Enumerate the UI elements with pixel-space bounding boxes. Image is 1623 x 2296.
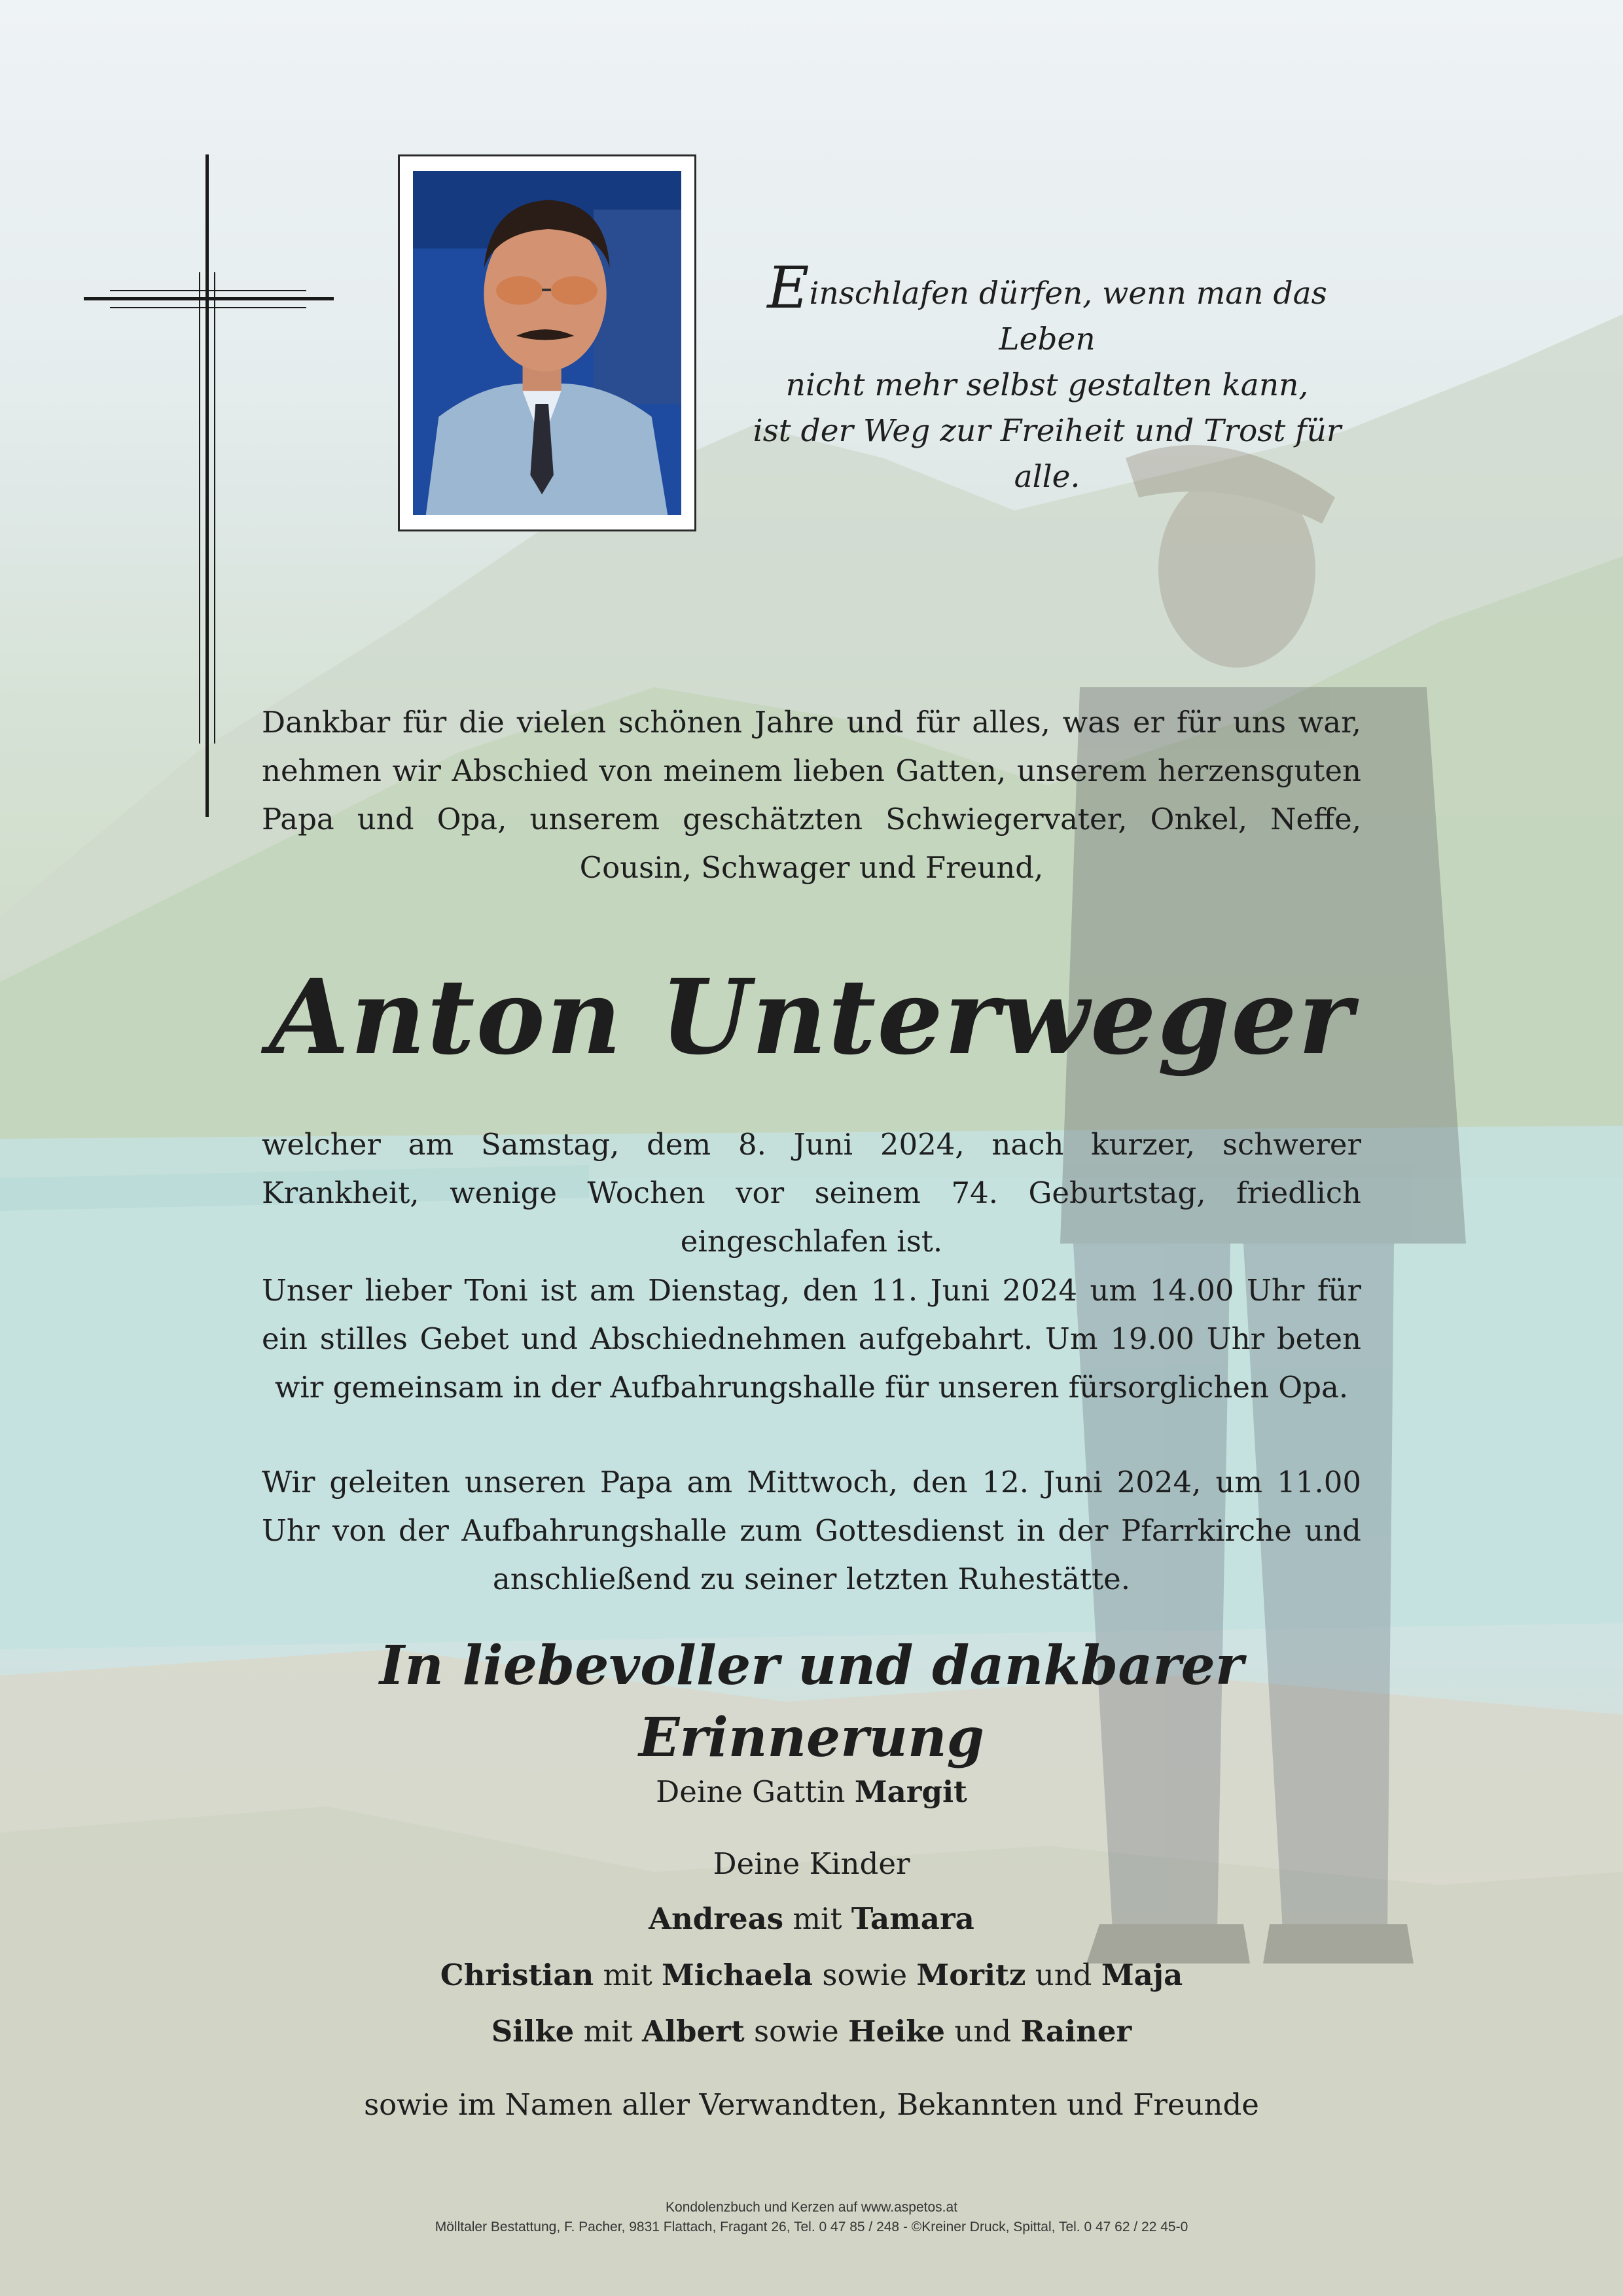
connector: mit (603, 1958, 652, 1992)
partner-name: Tamara (851, 1901, 974, 1936)
child-name: Christian (440, 1958, 594, 1992)
poem-line-1-text: inschlafen dürfen, wenn man das Leben (809, 276, 1327, 357)
wake-notice: Unser lieber Toni ist am Dienstag, den 11. Juni 2024 um 14.00 Uhr für ein stilles Gebet und Abschiednehmen aufgebahrt. Um 19.00 Uhr beten wir gemeinsam in der Aufbahrungshalle für unseren fürsorglichen Opa. (262, 1273, 1361, 1405)
partner-name: Michaela (661, 1958, 813, 1992)
portrait-frame (398, 154, 696, 531)
wife-label: Deine Gattin (656, 1774, 846, 1809)
poem (720, 254, 1374, 500)
connector: und (1035, 1958, 1092, 1992)
connector: mit (793, 1901, 842, 1936)
deceased-name: Anton Unterweger (269, 957, 1354, 1078)
poem-line-1 (720, 254, 1374, 363)
family-row-1 (262, 1899, 1361, 1939)
grandchild-name: Maja (1101, 1958, 1183, 1992)
wife-name: Margit (854, 1774, 967, 1809)
poem-line-2: nicht mehr selbst gestalten kann, (785, 367, 1309, 403)
funeral-notice: Wir geleiten unseren Papa am Mittwoch, den 12. Juni 2024, um 11.00 Uhr von der Aufbahrungshalle zum Gottesdienst in der Pfarrkirche und anschließend zu seiner letzten Ruhestätte. (262, 1465, 1361, 1596)
connector: sowie (822, 1958, 908, 1992)
family-closing: sowie im Namen aller Verwandten, Bekannten und Freunde (364, 2087, 1259, 2122)
grandchild-name: Rainer (1020, 2014, 1132, 2049)
poem-line-3: ist der Weg zur Freiheit und Trost für alle. (753, 413, 1342, 495)
death-notice: welcher am Samstag, dem 8. Juni 2024, nach kurzer, schwerer Krankheit, wenige Wochen vor seinem 74. Geburtstag, friedlich eingeschlafen ist. (262, 1127, 1361, 1259)
portrait-photo (413, 171, 681, 515)
connector: sowie (753, 2014, 839, 2049)
footer-line-1: Kondolenzbuch und Kerzen auf www.aspetos.at (666, 2200, 957, 2215)
child-name: Andreas (649, 1901, 784, 1936)
family-row-2 (262, 1956, 1361, 1995)
partner-name: Albert (642, 2014, 745, 2049)
family-wife (262, 1772, 1361, 1812)
family-row-3 (262, 2012, 1361, 2051)
remembrance-heading: In liebevoller und dankbarer Erinnerung (379, 1634, 1244, 1769)
connector: mit (583, 2014, 633, 2049)
footer (196, 2198, 1427, 2237)
grandchild-name: Moritz (916, 1958, 1026, 1992)
family-children-label: Deine Kinder (713, 1846, 910, 1881)
child-name: Silke (491, 2014, 575, 2049)
footer-line-2: Mölltaler Bestattung, F. Pacher, 9831 Flattach, Fragant 26, Tel. 0 47 85 / 248 - ©Kreiner Druck, Spittal, Tel. 0 47 62 / 22 45-0 (435, 2219, 1188, 2234)
poem-initial: E (767, 254, 810, 321)
connector: und (954, 2014, 1012, 2049)
grandchild-name: Heike (848, 2014, 946, 2049)
intro-paragraph: Dankbar für die vielen schönen Jahre und für alles, was er für uns war, nehmen wir Abschied von meinem lieben Gatten, unserem herzensguten Papa und Opa, unserem geschätzten Schwiegervater, Onkel, Neffe, Cousin, Schwager und Freund, (262, 705, 1361, 885)
